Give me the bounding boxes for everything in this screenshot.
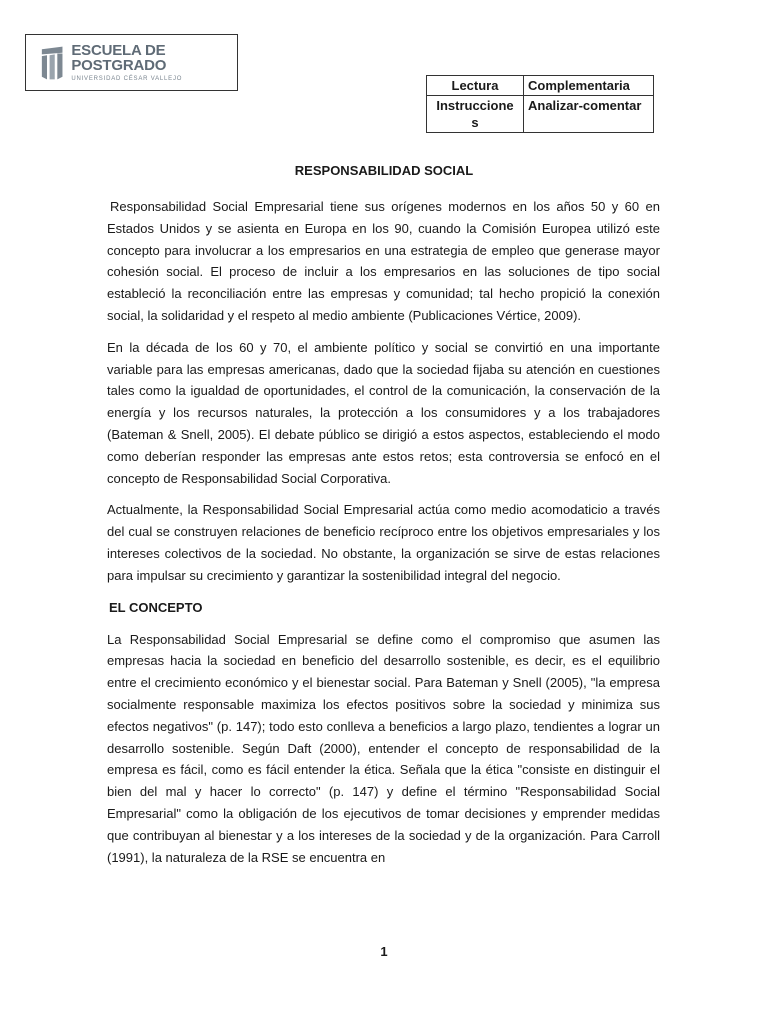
table-cell: Analizar-comentar (524, 96, 654, 133)
section-heading: EL CONCEPTO (109, 599, 203, 615)
table-row (427, 96, 654, 133)
paragraph: Actualmente, la Responsabilidad Social Empresarial actúa como medio acomodaticio a través del cual se construyen relaciones de beneficio recíproco entre los objetivos empresariales y los intereses colectivos de la sociedad. No obstante, la organización se sirve de estas relaciones para impulsar su crecimiento y garantizar la sostenibilidad integral del negocio. (107, 502, 660, 583)
table-row (427, 76, 654, 96)
logo-title: ESCUELA DE POSTGRADO (71, 42, 167, 74)
paragraph: En la década de los 60 y 70, el ambiente político y social se convirtió en una importante variable para las empresas americanas, dado que la sociedad fijaba su atención en cuestiones tales como la igualdad de oportunidades, el control de la comunicación, la conservación de la energía y los recursos naturales, la protección a los consumidores y a los trabajadores (Bateman & Snell, 2005). El debate público se dirigió a estos aspectos, estableciendo el modo como deberían responder las empresas ante estos retos; esta controversia se enfocó en el concepto de Responsabilidad Social Corporativa. (107, 339, 660, 486)
paragraph: Responsabilidad Social Empresarial tiene sus orígenes modernos en los años 50 y 60 en Estados Unidos y se asienta en Europa en los 90, cuando la Comisión Europea utilizó este concepto para involucrar a los empresarios en una estrategia de empleo que generase mayor cohesión social. El proceso de incluir a los empresarios en las soluciones de tipo social estableció la reconciliación entre las empresas y comunidad; tal hecho propició la conexión social, la solidaridad y el respeto al medio ambiente (Publicaciones Vértice, 2009). (107, 199, 660, 323)
table-cell: Complementaria (524, 76, 654, 96)
logo-subtitle: UNIVERSIDAD CÉSAR VALLEJO (71, 76, 183, 82)
page-number: 1 (380, 944, 388, 959)
paragraph: La Responsabilidad Social Empresarial se define como el compromiso que asumen las empresas hacia la sociedad en beneficio del desarrollo sostenible, es decir, es el equilibrio entre el crecimiento económico y el bienestar social. Para Bateman y Snell (2005), "la empresa socialmente responsable maximiza los efectos positivos sobre la sociedad y minimiza sus efectos negativos" (p. 147); todo esto conlleva a beneficios a largo plazo, tendientes a lograr un desarrollo sostenible. Según Daft (2000), entender el concepto de responsabilidad de la empresa es fácil, como es fácil entender la ética. Señala que la ética "consiste en distinguir el bien del mal y hacer lo correcto" (p. 147) y define el término "Responsabilidad Social Empresarial" como la obligación de los ejecutivos de tomar decisiones y emprender medidas que contribuyan al bienestar y a los intereses de la sociedad y de la organización. Para Carroll (1991), la naturaleza de la RSE se encuentra en (107, 631, 660, 865)
document-title: RESPONSABILIDAD SOCIAL (294, 163, 474, 178)
table-cell: Instruccione s (427, 96, 524, 133)
table-cell: Lectura (427, 76, 524, 96)
document-body (107, 196, 660, 878)
header-logo (25, 34, 238, 91)
reading-info-table (426, 75, 654, 133)
university-emblem-icon (41, 43, 63, 83)
